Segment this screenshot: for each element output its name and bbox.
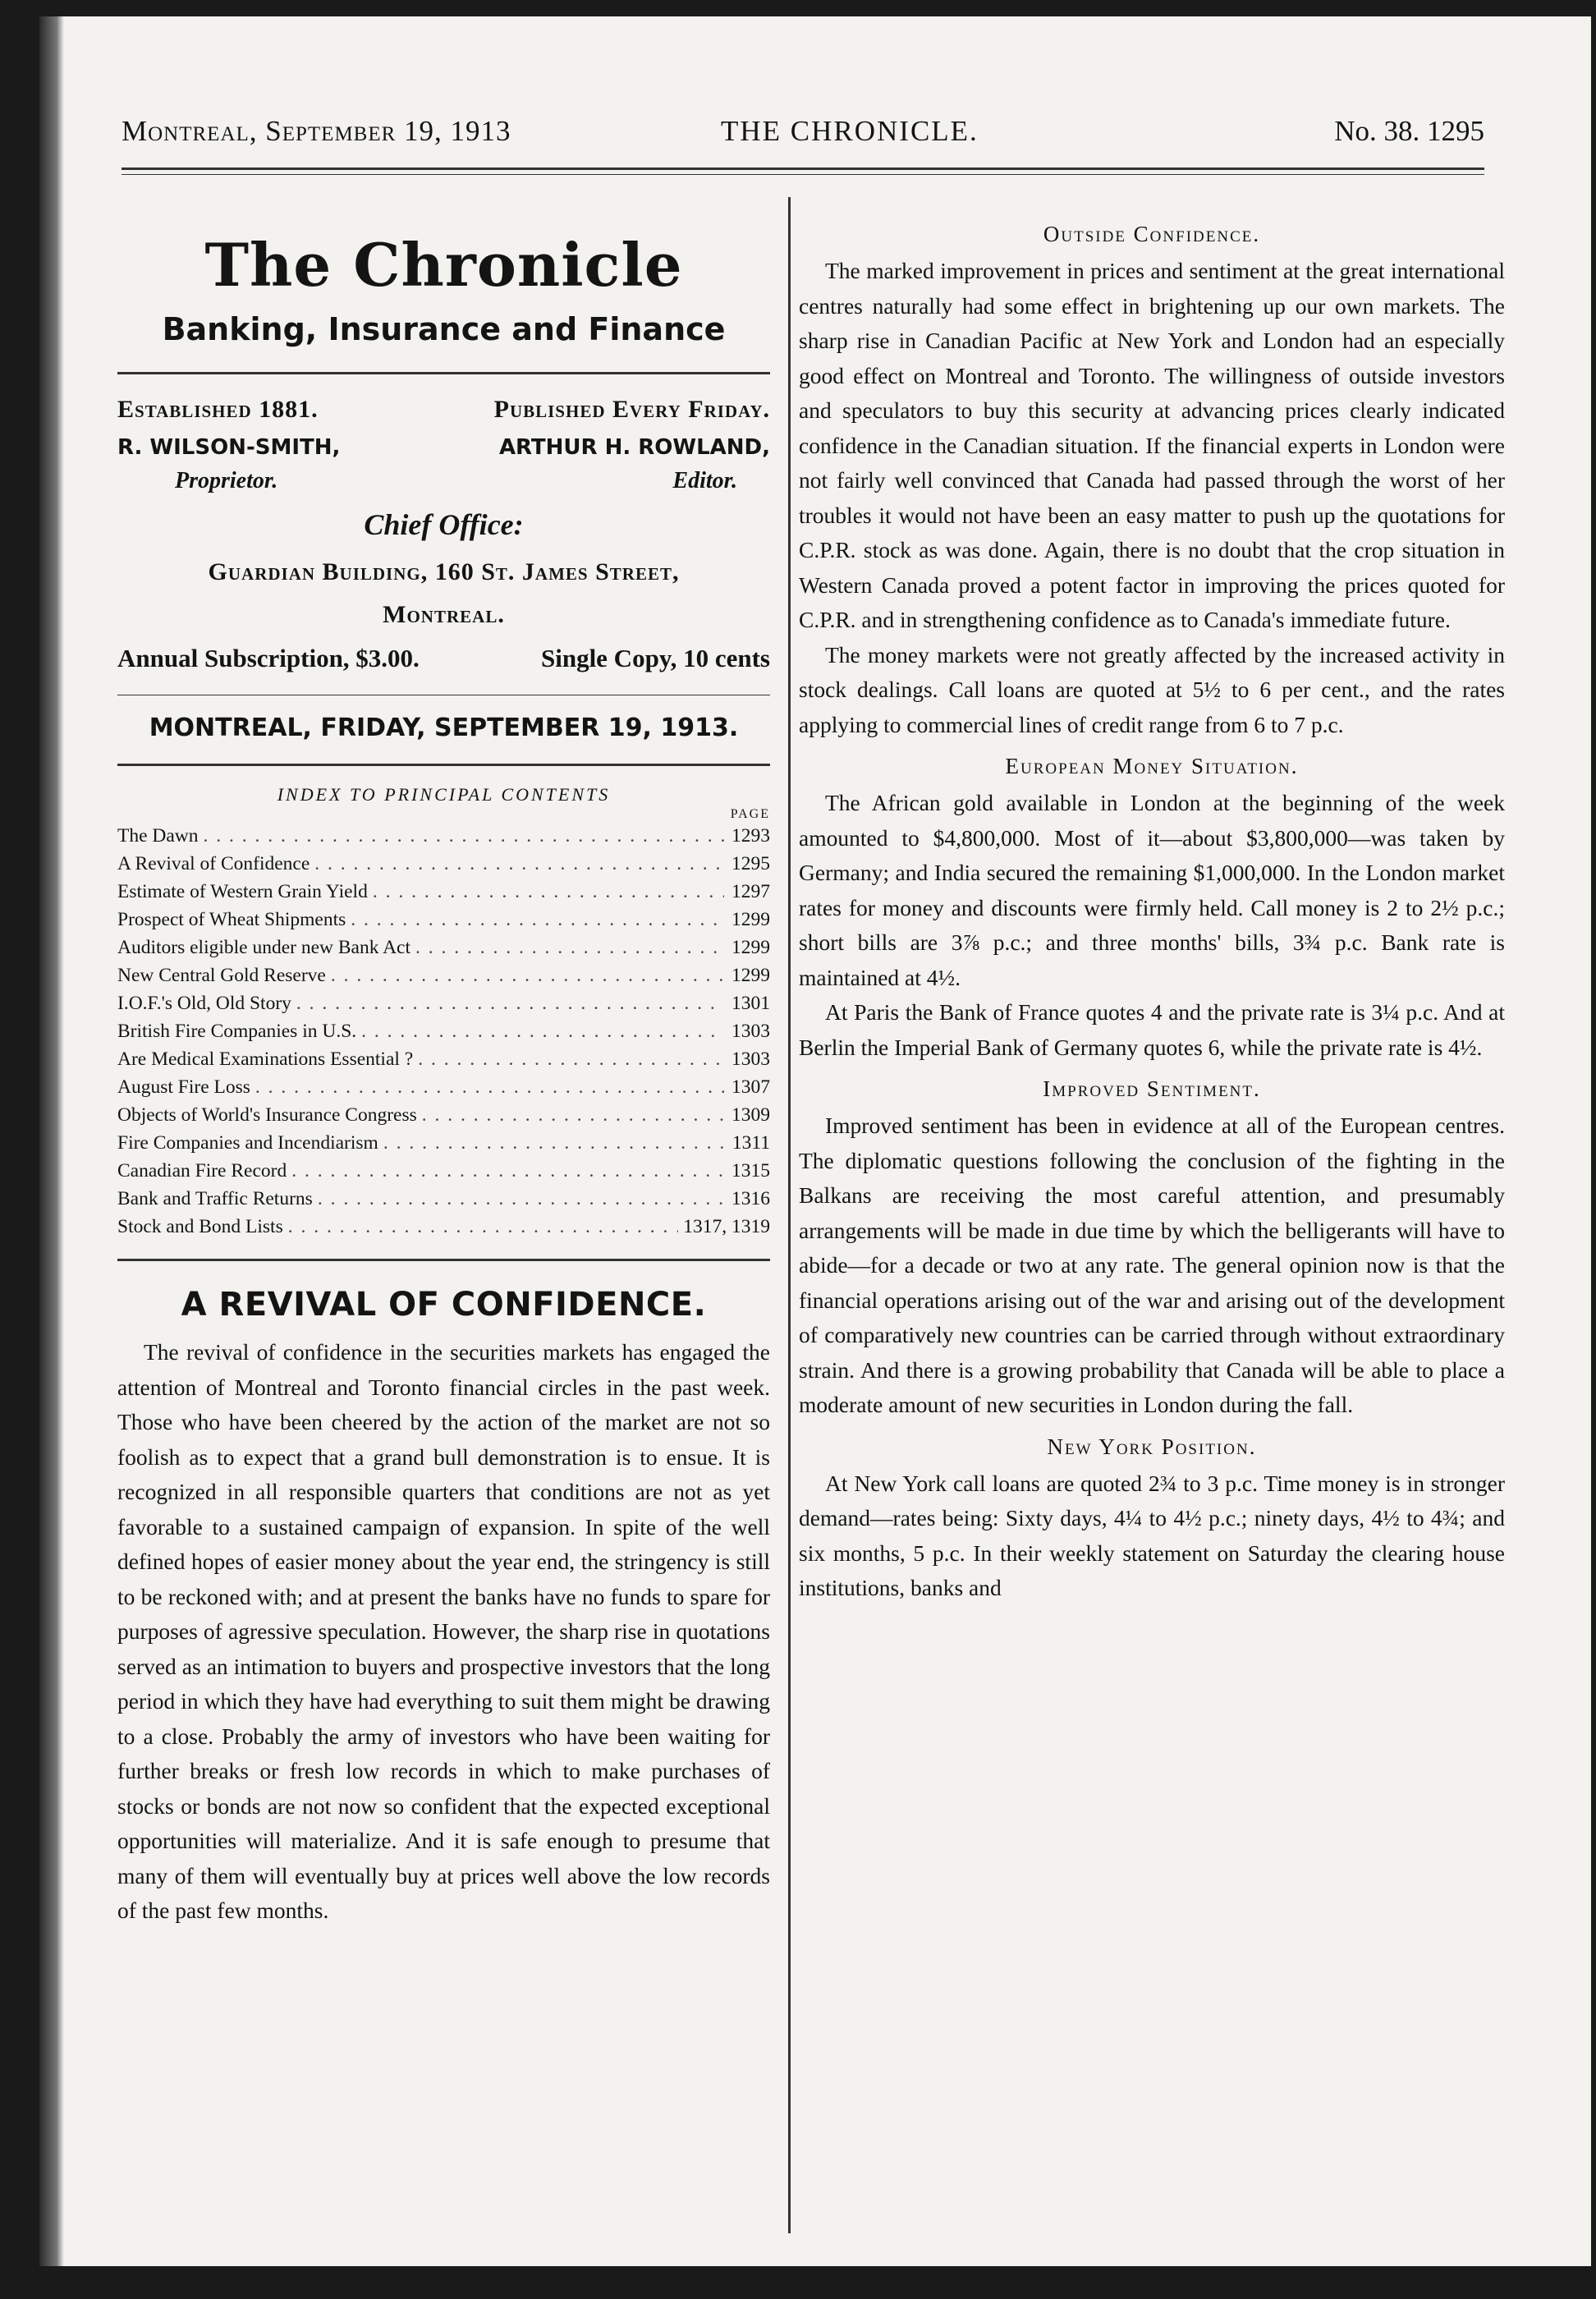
- office-city: Montreal.: [383, 601, 505, 628]
- index-item: [117, 906, 770, 934]
- index-item: [117, 989, 770, 1017]
- dateline-rule: [117, 764, 770, 766]
- index-item-title: The Dawn: [117, 825, 199, 847]
- index-item-page: 1307: [732, 1076, 770, 1098]
- index-item: [117, 1045, 770, 1073]
- article-paragraph: At New York call loans are quoted 2¾ to 3 p.c. Time money is in stronger demand—rates being: Sixty days, 4¼ to 4½ p.c.; ninety days, 4½ to 4¾; and six months, 5 p.c. In their weekly statement on Saturday the clearing house institutions, banks and: [799, 1470, 1505, 1600]
- index-item: [117, 1101, 770, 1129]
- index-leader-dots: [288, 1213, 679, 1241]
- index-item-title: British Fire Companies in U.S.: [117, 1021, 357, 1042]
- index-item-title: Auditors eligible under new Bank Act: [117, 937, 410, 958]
- index-item-title: I.O.F.'s Old, Old Story: [117, 993, 291, 1014]
- masthead-rule: [117, 372, 770, 374]
- issue-dateline: MONTREAL, FRIDAY, SEPTEMBER 19, 1913.: [149, 714, 739, 742]
- index-list: [117, 822, 770, 1241]
- index-item-title: Bank and Traffic Returns: [117, 1188, 313, 1209]
- index-item-title: Fire Companies and Incendiarism: [117, 1132, 378, 1154]
- index-item: [117, 1017, 770, 1045]
- editor-name: ARTHUR H. ROWLAND,: [498, 435, 770, 460]
- index-leader-dots: [418, 1045, 724, 1073]
- publication-info-row: [117, 396, 770, 424]
- index-item-page: 1315: [732, 1160, 770, 1182]
- index-heading: INDEX TO PRINCIPAL CONTENTS: [277, 784, 611, 805]
- left-column: [117, 213, 770, 1929]
- index-item-title: Are Medical Examinations Essential ?: [117, 1049, 414, 1070]
- index-item-title: Estimate of Western Grain Yield: [117, 881, 368, 902]
- index-item-title: A Revival of Confidence: [117, 853, 310, 874]
- index-item: [117, 1157, 770, 1185]
- index-item-page: 1311: [732, 1132, 770, 1154]
- page-shadow-edge: [39, 16, 64, 2266]
- index-leader-dots: [204, 822, 724, 850]
- staff-titles-row: [117, 468, 770, 494]
- index-item-page: 1293: [732, 825, 770, 847]
- index-item-page: 1297: [732, 881, 770, 902]
- header-rule-thin: [122, 174, 1484, 175]
- index-item: [117, 1185, 770, 1213]
- article-title: A REVIVAL OF CONFIDENCE.: [181, 1286, 707, 1324]
- index-item-page: 1303: [732, 1049, 770, 1070]
- index-item-title: Objects of World's Insurance Congress: [117, 1104, 417, 1126]
- article-paragraph: The marked improvement in prices and sentiment at the great international centres naturally had some effect in brightening up our own markets. The sharp rise in Canadian Pacific at New York and London had an especially good effect on Montreal and Toronto. The willingness of outside investors and speculators to buy this security at advancing prices clearly indicated confidence in the Canadian situation. If the financial experts in London were not fairly well convinced that Canada had passed through the worst of her troubles it would not have been an easy matter to push up the quotations for C.P.R. stock as was done. Again, there is no doubt that the crop situation in Western Canada proved a potent factor in improving the prices quoted for C.P.R. and in strengthening confidence as to Canada's immediate future.: [799, 258, 1505, 632]
- staff-names-row: [117, 435, 770, 460]
- index-item-title: Prospect of Wheat Shipments: [117, 909, 346, 930]
- index-item: [117, 850, 770, 878]
- index-item-page: 1295: [732, 853, 770, 874]
- index-leader-dots: [373, 878, 724, 906]
- index-item: [117, 961, 770, 989]
- index-leader-dots: [314, 850, 724, 878]
- index-item-page: 1317, 1319: [683, 1216, 770, 1237]
- article-paragraph: The revival of confidence in the securities markets has engaged the attention of Montreal and Toronto financial circles in the past week. Those who have been cheered by the action of the market are not so foolish as to expect that a grand bull demonstration is to ensue. It is recognized in all responsible quarters that conditions are not as yet favorable to a sustained campaign of expansion. In spite of the well defined hopes of easier money about the year end, the stringency is still to be reckoned with; and at present the banks have no funds to spare for purposes of agressive speculation. However, the sharp rise in quotations served as an intimation to buyers and prospective investors that the long period in which they have had everything to suit them might be drawing to a close. Probably the army of investors who have been waiting for further breaks or fresh low records in which to make purchases of stocks or bonds are not now so confident that the expected exceptional opportunities will materialize. And it is safe enough to presume that many of them will eventually buy at prices well above the low records of the past few months.: [117, 1339, 770, 1923]
- index-leader-dots: [422, 1101, 724, 1129]
- article-paragraph: At Paris the Bank of France quotes 4 and the private rate is 3¼ p.c. And at Berlin the Imperial Bank of Germany quotes 6, while the private rate is 4½.: [799, 999, 1505, 1060]
- index-leader-dots: [331, 961, 724, 989]
- index-leader-dots: [318, 1185, 724, 1213]
- section-heading-european-money: European Money Situation.: [1005, 754, 1299, 778]
- index-item: [117, 1073, 770, 1101]
- index-leader-dots: [255, 1073, 724, 1101]
- index-item-page: 1303: [732, 1021, 770, 1042]
- single-copy-price: Single Copy, 10 cents: [540, 644, 770, 672]
- index-leader-dots: [351, 906, 724, 934]
- index-rule: [117, 1259, 770, 1261]
- index-item: [117, 1213, 770, 1241]
- section-heading-improved-sentiment: Improved Sentiment.: [1043, 1076, 1261, 1101]
- index-item: [117, 934, 770, 961]
- index-item-title: Canadian Fire Record: [117, 1160, 287, 1182]
- running-head: [122, 115, 1484, 164]
- established-line: Established 1881.: [117, 396, 319, 423]
- index-item: [117, 822, 770, 850]
- index-leader-dots: [291, 1157, 724, 1185]
- column-rule: [788, 197, 791, 2233]
- article-paragraph: Improved sentiment has been in evidence at all of the European centres. The diplomatic questions following the conclusion of the fighting in the Balkans are receiving the most careful attention, and presumably arrangements will be made in due time by which the belligerants will have to abide—for a decade or two at any rate. The general opinion now is that the financial operations arising out of the war and arising out of the development of comparatively new countries can be carried through without extraordinary strain. And there is a growing probability that Canada will be able to place a moderate amount of new securities in London during the fall.: [799, 1113, 1505, 1417]
- running-head-date: Montreal, September 19, 1913: [122, 115, 511, 147]
- section-heading-new-york-position: New York Position.: [1047, 1434, 1257, 1459]
- right-column: [799, 213, 1505, 1606]
- index-item-page: 1299: [732, 965, 770, 986]
- index-item-title: August Fire Loss: [117, 1076, 250, 1098]
- article-paragraph: The money markets were not greatly affected by the increased activity in stock dealings. Call loans are quoted at 5½ to 6 per cent., and the rates applying to commercial lines of credit range from 6 to 7 p.c.: [799, 641, 1505, 737]
- index-item-title: New Central Gold Reserve: [117, 965, 326, 986]
- index-item-page: 1301: [732, 993, 770, 1014]
- published-line: Published Every Friday.: [493, 396, 770, 423]
- index-leader-dots: [415, 934, 724, 961]
- editor-title: Editor.: [672, 468, 737, 493]
- running-head-title: THE CHRONICLE.: [721, 115, 979, 147]
- masthead-subtitle: Banking, Insurance and Finance: [162, 311, 726, 347]
- index-page-label: PAGE: [730, 807, 770, 821]
- header-rule: [122, 167, 1484, 170]
- index-leader-dots: [361, 1017, 724, 1045]
- index-item-title: Stock and Bond Lists: [117, 1216, 283, 1237]
- running-head-page: No. 38. 1295: [1334, 115, 1484, 147]
- proprietor-name: R. WILSON-SMITH,: [117, 435, 341, 460]
- newspaper-page: [39, 16, 1591, 2266]
- index-item-page: 1299: [732, 937, 770, 958]
- section-heading-outside-confidence: Outside Confidence.: [1043, 222, 1261, 246]
- index-item-page: 1316: [732, 1188, 770, 1209]
- subscription-row: [117, 644, 770, 673]
- article-paragraph: The African gold available in London at the beginning of the week amounted to $4,800,000. Most of it—about $3,800,000—was taken by Germany; and India secured the remaining $1,000,000. In the London market rates for money and discounts were firmly held. Call money is 2 to 2½ p.c.; short bills are 3⅞ p.c.; and three months' bills, 3¾ p.c. Bank rate is maintained at 4½.: [799, 790, 1505, 990]
- index-item-page: 1299: [732, 909, 770, 930]
- office-label: Chief Office:: [364, 508, 524, 541]
- masthead-title: The Chronicle: [204, 230, 683, 300]
- index-leader-dots: [383, 1129, 724, 1157]
- index-item: [117, 878, 770, 906]
- office-address: Guardian Building, 160 St. James Street,: [208, 558, 680, 585]
- index-item-page: 1309: [732, 1104, 770, 1126]
- index-leader-dots: [296, 989, 724, 1017]
- proprietor-title: Proprietor.: [175, 468, 278, 493]
- annual-subscription: Annual Subscription, $3.00.: [117, 644, 420, 672]
- index-item: [117, 1129, 770, 1157]
